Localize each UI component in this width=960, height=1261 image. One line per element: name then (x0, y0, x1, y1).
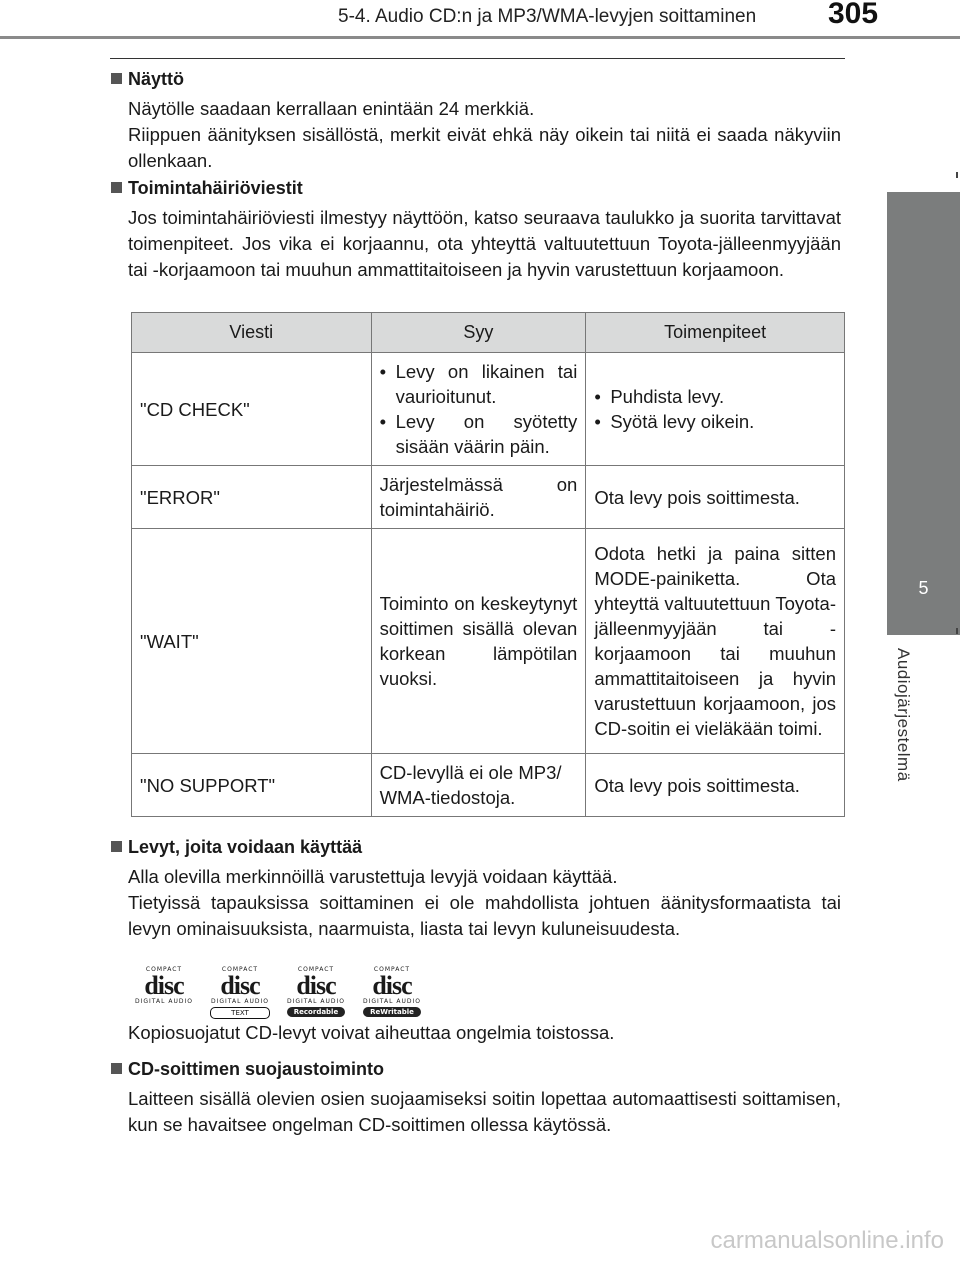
action-item: Puhdista levy. (610, 386, 725, 407)
cause-item: Levy on likainen tai vaurioitunut. (395, 361, 578, 407)
header-rule (0, 36, 960, 39)
error-message-table (131, 312, 845, 817)
watermark-text: carmanualsonline.info (710, 1227, 944, 1254)
section-protection (111, 1056, 841, 1138)
paragraph: Tietyissä tapauksissa soittaminen ei ole mahdollista johtuen äänitysformaatista tai levyn ominaisuuksista, naarmuista, liasta tai levyn kuluneisuudesta. (128, 892, 841, 939)
cause-cell: Järjestelmässä on toimintahäiriö. (371, 466, 586, 529)
section-body (128, 864, 841, 942)
square-bullet-icon (111, 1063, 122, 1074)
compact-disc-recordable-logo: COMPACT disc DIGITAL AUDIO Recordable (287, 966, 345, 1016)
message-cell: "CD CHECK" (132, 353, 372, 466)
footer (0, 1226, 960, 1261)
section-display (111, 66, 841, 174)
cause-cell: CD-levyllä ei ole MP3/ WMA-tiedostoja. (371, 754, 586, 817)
section-error-messages (111, 175, 841, 283)
chapter-label: Audiojärjestelmä (894, 648, 913, 782)
paragraph: Alla olevilla merkinnöillä varustettuja levyjä voidaan käyttää. (128, 866, 618, 887)
page-number: 305 (828, 0, 879, 30)
table-row (132, 353, 845, 466)
message-cell: "NO SUPPORT" (132, 754, 372, 817)
paragraph: Kopiosuojatut CD-levyt voivat aiheuttaa ongelmia toistossa. (128, 1022, 615, 1043)
paragraph: Näytölle saadaan kerrallaan enintään 24 merkkiä. (128, 98, 535, 119)
edge-tick (956, 172, 958, 178)
content-top-rule (110, 58, 845, 59)
paragraph: Riippuen äänityksen sisällöstä, merkit eivät ehkä näy oikein tai niitä ei saada näkyviin ollenkaan. (128, 124, 841, 171)
section-heading: Levyt, joita voidaan käyttää (111, 834, 841, 860)
action-cell: Ota levy pois soittimesta. (586, 466, 845, 529)
edge-tick (956, 628, 958, 634)
section-body (128, 1020, 841, 1046)
action-cell: • Puhdista levy. • Syötä levy oikein. (586, 353, 845, 466)
action-cell: Ota levy pois soittimesta. (586, 754, 845, 817)
cause-item: Levy on syötetty sisään väärin päin. (395, 411, 578, 457)
paragraph: Jos toimintahäiriöviesti ilmestyy näyttöön, katso seuraava taulukko ja suorita tarvittavat toimenpiteet. Jos vika ei korjaannu, ota yhteyttä valtuutettuun Toyota-jälleenmyyjään tai -korjaamoon tai muuhun ammattitaitoiseen ja hyvin varustettuun korjaamoon. (128, 207, 841, 280)
square-bullet-icon (111, 73, 122, 84)
running-header-title: 5-4. Audio CD:n ja MP3/WMA-levyjen soittaminen (338, 6, 757, 27)
copy-protection-note (111, 1020, 841, 1046)
section-heading: Näyttö (111, 66, 841, 92)
section-usable-discs (111, 834, 841, 942)
compact-disc-text-logo: COMPACT disc DIGITAL AUDIO TEXT (211, 966, 269, 1017)
compact-disc-digital-audio-logo: COMPACT disc DIGITAL AUDIO (135, 966, 193, 1005)
chapter-tab (887, 192, 960, 635)
section-body (128, 96, 841, 174)
table-header-row (132, 313, 845, 353)
table-row (132, 466, 845, 529)
cause-cell: • Levy on likainen tai vaurioitunut. • Levy on syötetty sisään väärin päin. (371, 353, 586, 466)
column-header: Viesti (132, 313, 372, 353)
column-header: Syy (371, 313, 586, 353)
action-cell: Odota hetki ja paina sitten MODE-painiketta. Ota yhteyttä valtuutettuun Toyota-jälleenmyyjään tai -korjaamoon tai muuhun ammattitaitoiseen ja hyvin varustettuun korjaamoon, jos CD-soitin ei vieläkään toimi. (586, 529, 845, 754)
message-cell: "ERROR" (132, 466, 372, 529)
table-row (132, 529, 845, 754)
section-body (128, 1086, 841, 1138)
disc-logo-row (134, 966, 422, 1018)
square-bullet-icon (111, 182, 122, 193)
chapter-number: 5 (918, 578, 929, 598)
section-heading: Toimintahäiriöviestit (111, 175, 841, 201)
column-header: Toimenpiteet (586, 313, 845, 353)
cause-cell: Toiminto on keskeytynyt soittimen sisällä olevan korkean lämpötilan vuoksi. (371, 529, 586, 754)
section-body (128, 205, 841, 283)
paragraph: Laitteen sisällä olevien osien suojaamiseksi soitin lopettaa automaattisesti soittamisen, kun se havaitsee ongelman CD-soittimen ollessa käytössä. (128, 1088, 841, 1135)
action-item: Syötä levy oikein. (610, 411, 755, 432)
message-cell: "WAIT" (132, 529, 372, 754)
square-bullet-icon (111, 841, 122, 852)
section-heading: CD-soittimen suojaustoiminto (111, 1056, 841, 1082)
table-row (132, 754, 845, 817)
compact-disc-rewritable-logo: COMPACT disc DIGITAL AUDIO ReWritable (363, 966, 421, 1016)
